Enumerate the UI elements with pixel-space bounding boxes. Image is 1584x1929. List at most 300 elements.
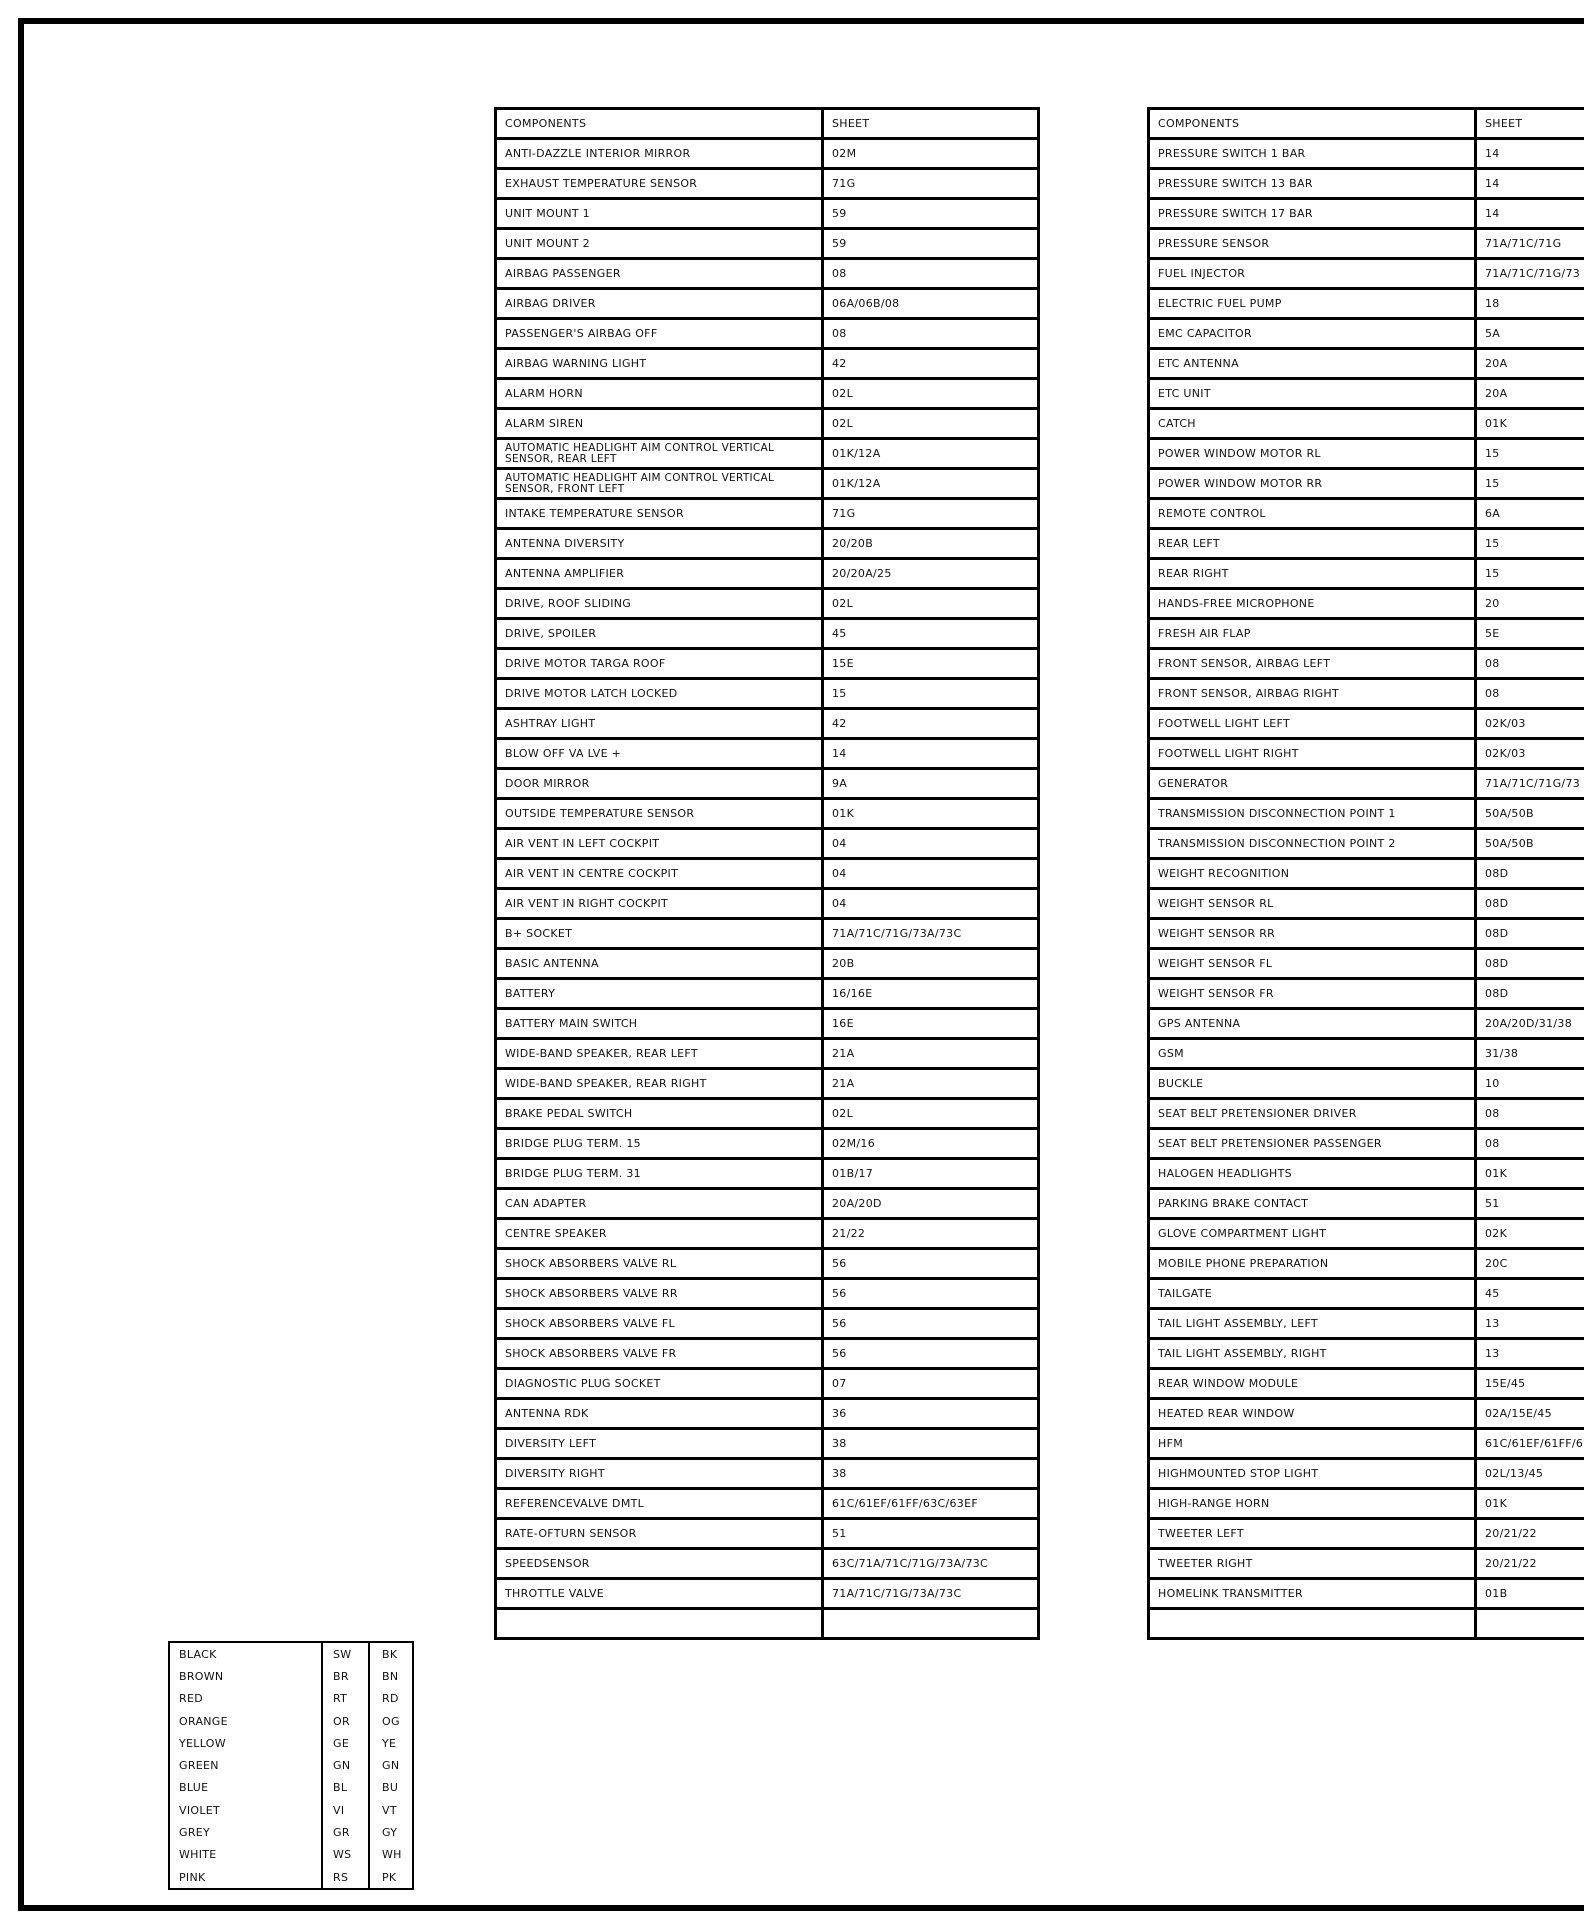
sheet-number-cell (823, 829, 1039, 859)
component-name-cell (496, 949, 823, 979)
german-code: RS (322, 1866, 369, 1889)
component-name: AUTOMATIC HEADLIGHT AIM CONTROL VERTICAL SENSOR, REAR LEFT (505, 441, 775, 465)
sheet-number-cell (823, 949, 1039, 979)
component-name-cell (496, 1549, 823, 1579)
sheet-number: 15E/45 (1485, 1376, 1526, 1390)
sheet-number: 71A/71C/71G/73 (1485, 266, 1581, 280)
sheet-number: 01B/17 (832, 1166, 874, 1180)
component-name-cell (1149, 259, 1476, 289)
sheet-number: 71A/71C/71G/73 (1485, 776, 1581, 790)
component-name-cell (496, 1489, 823, 1519)
component-name-cell (496, 1129, 823, 1159)
component-name: BATTERY MAIN SWITCH (505, 1016, 638, 1030)
table-row (1149, 799, 1584, 829)
table-row (496, 529, 1039, 559)
table-row (1149, 679, 1584, 709)
sheet-number: 08D (1485, 866, 1509, 880)
sheet-number: 02L (832, 416, 854, 430)
component-name: ANTENNA DIVERSITY (505, 536, 625, 550)
component-name: ANTI-DAZZLE INTERIOR MIRROR (505, 146, 691, 160)
sheet-number: 38 (832, 1436, 847, 1450)
table-row (496, 679, 1039, 709)
table-row (496, 289, 1039, 319)
table-row (496, 469, 1039, 499)
table-row (496, 1339, 1039, 1369)
sheet-number: 04 (832, 896, 847, 910)
sheet-number-cell (823, 679, 1039, 709)
sheet-number: 08 (832, 266, 847, 280)
component-name-cell (496, 589, 823, 619)
sheet-number-cell (1476, 829, 1584, 859)
sheet-header: SHEET (823, 109, 1039, 139)
table-row (1149, 469, 1584, 499)
sheet-number: 15 (832, 686, 847, 700)
sheet-number-cell (1476, 1219, 1584, 1249)
color-code-row (169, 1866, 413, 1889)
component-name-cell (496, 1579, 823, 1609)
sheet-number: 20A (1485, 356, 1508, 370)
color-name: GREEN (169, 1754, 322, 1776)
component-name: REAR RIGHT (1158, 566, 1229, 580)
sheet-number: 02K/03 (1485, 716, 1526, 730)
sheet-number-cell (1476, 259, 1584, 289)
component-name: DRIVE MOTOR LATCH LOCKED (505, 686, 678, 700)
color-name: VIOLET (169, 1799, 322, 1821)
sheet-header: SHEET (1476, 109, 1584, 139)
sheet-number-cell (823, 439, 1039, 469)
table-row (1149, 1369, 1584, 1399)
table-row (1149, 499, 1584, 529)
table-row (1149, 829, 1584, 859)
sheet-number-cell (823, 559, 1039, 589)
sheet-number: 08D (1485, 896, 1509, 910)
component-name-cell (1149, 1579, 1476, 1609)
english-code: RD (382, 1692, 399, 1706)
sheet-number-cell (1476, 499, 1584, 529)
sheet-number: 16/16E (832, 986, 873, 1000)
sheet-number: 59 (832, 206, 847, 220)
component-name: FRONT SENSOR, AIRBAG LEFT (1158, 656, 1331, 670)
sheet-number-cell (823, 619, 1039, 649)
sheet-number-cell (823, 979, 1039, 1009)
component-name-cell (496, 1429, 823, 1459)
color-code-row (169, 1732, 413, 1754)
sheet-number-cell (823, 739, 1039, 769)
german-code: BL (322, 1777, 369, 1799)
sheet-number-cell (823, 499, 1039, 529)
sheet-number: 16E (832, 1016, 854, 1030)
english-code: PK (382, 1870, 397, 1884)
table-row (1149, 199, 1584, 229)
sheet-number-cell (1476, 1039, 1584, 1069)
component-name-cell (1149, 229, 1476, 259)
table-row (1149, 649, 1584, 679)
sheet-number-cell (823, 1099, 1039, 1129)
sheet-number-cell (823, 1459, 1039, 1489)
sheet-number: 20/21/22 (1485, 1526, 1537, 1540)
color-code-row (169, 1777, 413, 1799)
component-name: AUTOMATIC HEADLIGHT AIM CONTROL VERTICAL SENSOR, FRONT LEFT (505, 471, 775, 495)
sheet-number-cell (823, 1429, 1039, 1459)
component-name-cell (496, 379, 823, 409)
component-name: SHOCK ABSORBERS VALVE RR (505, 1286, 678, 1300)
component-name-cell (496, 769, 823, 799)
sheet-number-cell (823, 469, 1039, 499)
table-row (496, 1519, 1039, 1549)
sheet-number: 71G (832, 176, 856, 190)
component-name: FOOTWELL LIGHT LEFT (1158, 716, 1290, 730)
sheet-number-cell (1476, 199, 1584, 229)
color-code-row (169, 1665, 413, 1687)
sheet-number: 04 (832, 836, 847, 850)
table-row (496, 709, 1039, 739)
table-row (1149, 409, 1584, 439)
sheet-number: 01K/12A (832, 476, 881, 490)
sheet-number-cell (1476, 1249, 1584, 1279)
table-row (496, 739, 1039, 769)
component-name-cell (496, 1219, 823, 1249)
sheet-number-cell (1476, 439, 1584, 469)
sheet-number: 08 (1485, 686, 1500, 700)
component-name-cell (1149, 709, 1476, 739)
component-name: WEIGHT SENSOR RR (1158, 926, 1276, 940)
table-row (496, 769, 1039, 799)
component-name-cell (1149, 469, 1476, 499)
component-name: THROTTLE VALVE (505, 1586, 605, 1600)
component-name: WIDE-BAND SPEAKER, REAR LEFT (505, 1046, 698, 1060)
sheet-number-cell (1476, 1549, 1584, 1579)
component-name-cell (496, 229, 823, 259)
table-row (1149, 1009, 1584, 1039)
sheet-number: 15 (1485, 566, 1500, 580)
table-row (496, 1009, 1039, 1039)
component-name: RATE-OFTURN SENSOR (505, 1526, 637, 1540)
component-name-cell (1149, 439, 1476, 469)
color-name: PINK (169, 1866, 322, 1889)
component-name: WEIGHT SENSOR FR (1158, 986, 1274, 1000)
sheet-number-cell (1476, 289, 1584, 319)
table-row (1149, 919, 1584, 949)
component-name: EMC CAPACITOR (1158, 326, 1252, 340)
components-table-right (1147, 107, 1584, 1640)
component-name-cell (1149, 1369, 1476, 1399)
component-name-cell (1149, 1159, 1476, 1189)
table-row (496, 349, 1039, 379)
table-row (1149, 319, 1584, 349)
german-code: SW (322, 1642, 369, 1665)
german-code: VI (322, 1799, 369, 1821)
component-name: HOMELINK TRANSMITTER (1158, 1586, 1303, 1600)
table-row (1149, 1489, 1584, 1519)
component-name: PASSENGER'S AIRBAG OFF (505, 326, 658, 340)
component-name: HIGH-RANGE HORN (1158, 1496, 1270, 1510)
color-code-row (169, 1821, 413, 1843)
english-code: VT (382, 1803, 397, 1817)
component-name-cell (1149, 1459, 1476, 1489)
table-row (1149, 1039, 1584, 1069)
sheet-number-cell (1476, 1399, 1584, 1429)
component-name-cell (496, 1309, 823, 1339)
sheet-number: 21A (832, 1076, 855, 1090)
sheet-number-cell (823, 379, 1039, 409)
sheet-number-cell (823, 799, 1039, 829)
sheet-number: 18 (1485, 296, 1500, 310)
sheet-number-cell (1476, 559, 1584, 589)
sheet-number: 20/20A/25 (832, 566, 892, 580)
english-code: OG (382, 1714, 400, 1728)
sheet-number: 02M/16 (832, 1136, 875, 1150)
table-row (496, 829, 1039, 859)
sheet-number-cell (823, 529, 1039, 559)
table-row (496, 1429, 1039, 1459)
table-row (496, 619, 1039, 649)
sheet-number: 02L (832, 596, 854, 610)
sheet-number: 14 (1485, 206, 1500, 220)
sheet-number: 59 (832, 236, 847, 250)
component-name-cell (496, 559, 823, 589)
sheet-number-cell (1476, 739, 1584, 769)
component-name: SEAT BELT PRETENSIONER DRIVER (1158, 1106, 1357, 1120)
sheet-number-cell (1476, 529, 1584, 559)
table-row (496, 1279, 1039, 1309)
table-row (1149, 739, 1584, 769)
component-name-cell (496, 139, 823, 169)
component-name: AIR VENT IN CENTRE COCKPIT (505, 866, 679, 880)
component-name-cell (496, 1009, 823, 1039)
sheet-number-cell (823, 139, 1039, 169)
sheet-number: 50A/50B (1485, 806, 1534, 820)
german-code: GN (322, 1754, 369, 1776)
component-name-cell (496, 1279, 823, 1309)
sheet-number: 15 (1485, 536, 1500, 550)
sheet-number-cell (823, 1339, 1039, 1369)
color-code-row (169, 1710, 413, 1732)
sheet-number: 38 (832, 1466, 847, 1480)
table-row (496, 649, 1039, 679)
component-name-cell (496, 1369, 823, 1399)
sheet-number: 71A/71C/71G (1485, 236, 1562, 250)
sheet-number-cell (1476, 1009, 1584, 1039)
component-name-cell (1149, 1039, 1476, 1069)
sheet-number: 08D (1485, 986, 1509, 1000)
component-name-cell (1149, 1099, 1476, 1129)
component-name: PRESSURE SWITCH 17 BAR (1158, 206, 1313, 220)
sheet-number-cell (1476, 1459, 1584, 1489)
sheet-number: 02L (832, 386, 854, 400)
component-name: BRIDGE PLUG TERM. 31 (505, 1166, 641, 1180)
sheet-number: 6A (1485, 506, 1501, 520)
table-row (496, 589, 1039, 619)
component-name: BUCKLE (1158, 1076, 1204, 1090)
sheet-number: 45 (832, 626, 847, 640)
component-name-cell (1149, 799, 1476, 829)
sheet-number-cell (823, 1399, 1039, 1429)
table-row (496, 919, 1039, 949)
component-name-cell (496, 1069, 823, 1099)
sheet-number: 61C/61EF/61FF/63C/63EF (832, 1496, 978, 1510)
sheet-number: 01K/12A (832, 446, 881, 460)
component-name-cell (496, 739, 823, 769)
sheet-number: 14 (1485, 176, 1500, 190)
component-name-cell (496, 649, 823, 679)
table-row (1149, 889, 1584, 919)
sheet-number: 01K (1485, 1166, 1508, 1180)
table-row (496, 1129, 1039, 1159)
component-name-cell (496, 829, 823, 859)
table-row (496, 979, 1039, 1009)
sheet-number: 02L (832, 1106, 854, 1120)
component-name: TWEETER RIGHT (1158, 1556, 1253, 1570)
color-name: BLACK (169, 1642, 322, 1665)
color-name: BLUE (169, 1777, 322, 1799)
component-name: DRIVE, ROOF SLIDING (505, 596, 632, 610)
sheet-number-cell (823, 1609, 1039, 1639)
component-name-cell (1149, 379, 1476, 409)
component-name: ETC ANTENNA (1158, 356, 1239, 370)
component-name-cell (496, 1609, 823, 1639)
component-name: TRANSMISSION DISCONNECTION POINT 2 (1158, 836, 1396, 850)
table-row (1149, 259, 1584, 289)
component-name: ALARM HORN (505, 386, 583, 400)
component-name-cell (1149, 1609, 1476, 1639)
sheet-number-cell (823, 1009, 1039, 1039)
sheet-number: 07 (832, 1376, 847, 1390)
component-name: GLOVE COMPARTMENT LIGHT (1158, 1226, 1327, 1240)
sheet-number: 20C (1485, 1256, 1508, 1270)
component-name: POWER WINDOW MOTOR RR (1158, 476, 1323, 490)
sheet-number-cell (1476, 1609, 1584, 1639)
component-name-cell (1149, 949, 1476, 979)
sheet-number-cell (823, 289, 1039, 319)
table-row (1149, 559, 1584, 589)
english-code: WH (382, 1848, 402, 1862)
table-row (1149, 1099, 1584, 1129)
table-header-row (496, 109, 1039, 139)
component-name: BATTERY (505, 986, 556, 1000)
component-name: CAN ADAPTER (505, 1196, 587, 1210)
sheet-number: 31/38 (1485, 1046, 1519, 1060)
sheet-number: 71A/71C/71G/73A/73C (832, 926, 962, 940)
component-name: TAILGATE (1158, 1286, 1213, 1300)
sheet-number-cell (823, 1489, 1039, 1519)
table-row (1149, 979, 1584, 1009)
component-name: ELECTRIC FUEL PUMP (1158, 296, 1282, 310)
component-name-cell (496, 469, 823, 499)
table-row (1149, 529, 1584, 559)
component-name: FRONT SENSOR, AIRBAG RIGHT (1158, 686, 1340, 700)
component-name: PARKING BRAKE CONTACT (1158, 1196, 1309, 1210)
component-name: TRANSMISSION DISCONNECTION POINT 1 (1158, 806, 1396, 820)
component-name-cell (1149, 199, 1476, 229)
color-name: ORANGE (169, 1710, 322, 1732)
table-row (1149, 1339, 1584, 1369)
sheet-number: 02K (1485, 1226, 1508, 1240)
component-name: DOOR MIRROR (505, 776, 590, 790)
sheet-number-cell (823, 1279, 1039, 1309)
color-code-row (169, 1688, 413, 1710)
sheet-number-cell (823, 649, 1039, 679)
german-code: RT (322, 1688, 369, 1710)
sheet-number-cell (1476, 619, 1584, 649)
sheet-number: 08 (832, 326, 847, 340)
component-name: B+ SOCKET (505, 926, 573, 940)
component-name: GSM (1158, 1046, 1184, 1060)
table-row (496, 139, 1039, 169)
component-name: TAIL LIGHT ASSEMBLY, RIGHT (1158, 1346, 1327, 1360)
component-name: SHOCK ABSORBERS VALVE FR (505, 1346, 677, 1360)
component-name-cell (496, 499, 823, 529)
table-row (496, 559, 1039, 589)
sheet-number-cell (823, 1189, 1039, 1219)
component-name: FOOTWELL LIGHT RIGHT (1158, 746, 1299, 760)
component-name-cell (1149, 1189, 1476, 1219)
english-code: YE (382, 1736, 397, 1750)
component-name-cell (1149, 289, 1476, 319)
component-name-cell (496, 1099, 823, 1129)
sheet-number: 9A (832, 776, 848, 790)
component-name: REAR WINDOW MODULE (1158, 1376, 1299, 1390)
sheet-number: 08 (1485, 656, 1500, 670)
sheet-number: 20/20B (832, 536, 874, 550)
component-name: WEIGHT SENSOR FL (1158, 956, 1273, 970)
component-name-cell (496, 1339, 823, 1369)
sheet-number: 56 (832, 1286, 847, 1300)
sheet-number-cell (1476, 859, 1584, 889)
component-name-cell (496, 1519, 823, 1549)
sheet-number-cell (823, 409, 1039, 439)
component-name: PRESSURE SWITCH 1 BAR (1158, 146, 1306, 160)
sheet-number: 02M (832, 146, 857, 160)
component-name-cell (1149, 889, 1476, 919)
table-row (496, 379, 1039, 409)
component-name-cell (1149, 1399, 1476, 1429)
component-name-cell (496, 1459, 823, 1489)
table-row (1149, 1399, 1584, 1429)
table-row (1149, 769, 1584, 799)
sheet-number: 5E (1485, 626, 1500, 640)
sheet-number: 15 (1485, 476, 1500, 490)
component-name: TWEETER LEFT (1158, 1526, 1244, 1540)
sheet-number-cell (1476, 1339, 1584, 1369)
component-name: AIRBAG PASSENGER (505, 266, 621, 280)
table-row (496, 1249, 1039, 1279)
sheet-number-cell (823, 1579, 1039, 1609)
component-name-cell (496, 1039, 823, 1069)
color-code-row (169, 1642, 413, 1665)
table-row (1149, 589, 1584, 619)
sheet-number-cell (1476, 1519, 1584, 1549)
component-name-cell (496, 1399, 823, 1429)
table-row (1149, 439, 1584, 469)
sheet-number: 20/21/22 (1485, 1556, 1537, 1570)
component-name-cell (496, 199, 823, 229)
component-name-cell (1149, 139, 1476, 169)
component-name: REMOTE CONTROL (1158, 506, 1266, 520)
table-row (1149, 1219, 1584, 1249)
component-name: DIVERSITY RIGHT (505, 1466, 605, 1480)
sheet-number: 02A/15E/45 (1485, 1406, 1552, 1420)
sheet-number-cell (823, 1069, 1039, 1099)
table-row (496, 1369, 1039, 1399)
table-row (496, 1099, 1039, 1129)
component-name-cell (496, 319, 823, 349)
sheet-number: 08 (1485, 1106, 1500, 1120)
sheet-number: 04 (832, 866, 847, 880)
sheet-number-cell (823, 319, 1039, 349)
table-row (1149, 349, 1584, 379)
components-table-left (494, 107, 1040, 1640)
component-name-cell (1149, 739, 1476, 769)
